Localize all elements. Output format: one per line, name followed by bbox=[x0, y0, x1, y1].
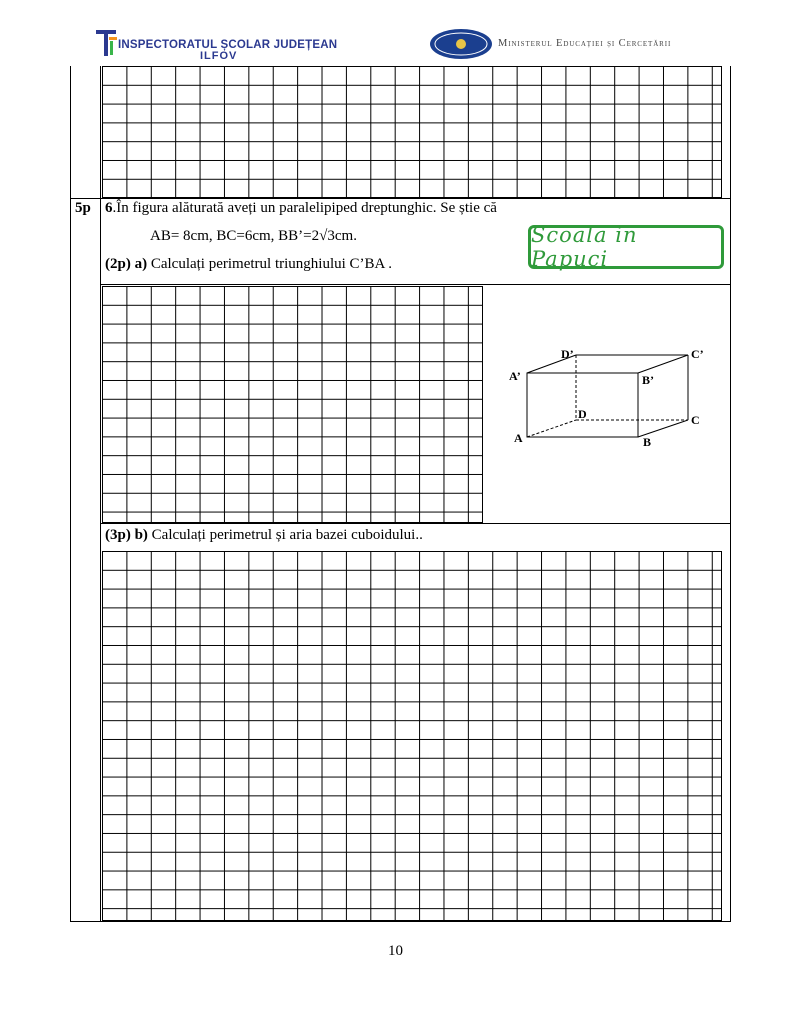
label-d1: D’ bbox=[561, 347, 574, 361]
logo-text: Scoala in Papuci bbox=[531, 223, 638, 271]
part-a-text: Calculați perimetrul triunghiului C’BA . bbox=[147, 256, 393, 272]
ministry-title: Ministerul Educației și Cercetării bbox=[498, 38, 672, 49]
label-a1: A’ bbox=[509, 369, 521, 383]
table-bottom-border bbox=[70, 921, 731, 922]
label-b1: B’ bbox=[642, 373, 654, 387]
question-statement bbox=[105, 200, 497, 217]
isj-logo-icon bbox=[96, 28, 118, 58]
part-b bbox=[105, 527, 423, 544]
row-divider-part-a bbox=[100, 284, 731, 285]
cuboid-edge-b1c1 bbox=[638, 355, 688, 373]
cuboid-hidden-edge-ad bbox=[527, 420, 576, 437]
row-divider-part-b bbox=[100, 523, 731, 524]
page-number: 10 bbox=[388, 943, 403, 959]
answer-grid-part-a bbox=[102, 286, 483, 523]
question-points: 5p bbox=[75, 200, 91, 216]
table-right-border bbox=[730, 66, 731, 922]
answer-grid-previous bbox=[102, 66, 722, 198]
question-text: .În figura alăturată aveți un paralelipiped dreptunghic. Se știe că bbox=[112, 200, 497, 216]
label-a: A bbox=[514, 431, 523, 445]
label-d: D bbox=[578, 407, 587, 421]
part-a bbox=[105, 256, 392, 273]
part-b-points: (3p) b) bbox=[105, 527, 148, 543]
label-b: B bbox=[643, 435, 652, 449]
part-b-text: Calculați perimetrul și aria bazei cuboidului.. bbox=[147, 527, 423, 543]
isj-title: INSPECTORATUL ȘCOLAR JUDEȚEAN bbox=[118, 39, 338, 51]
question-number: 6 bbox=[105, 200, 113, 216]
cuboid-front-face bbox=[527, 373, 638, 437]
label-c1: C’ bbox=[691, 347, 704, 361]
scoala-in-papuci-logo bbox=[528, 225, 724, 269]
isj-subtitle: ILFOV bbox=[200, 50, 238, 62]
cuboid-figure bbox=[505, 340, 720, 455]
row-divider-top bbox=[70, 198, 731, 199]
government-seal-icon bbox=[429, 28, 493, 60]
table-left-border bbox=[70, 66, 71, 922]
part-a-points: (2p) a) bbox=[105, 256, 148, 272]
given-values: AB= 8cm, BC=6cm, BB’=2√3cm. bbox=[150, 228, 357, 244]
label-c: C bbox=[691, 413, 700, 427]
table-column-divider bbox=[100, 66, 101, 922]
answer-grid-part-b bbox=[102, 551, 722, 921]
